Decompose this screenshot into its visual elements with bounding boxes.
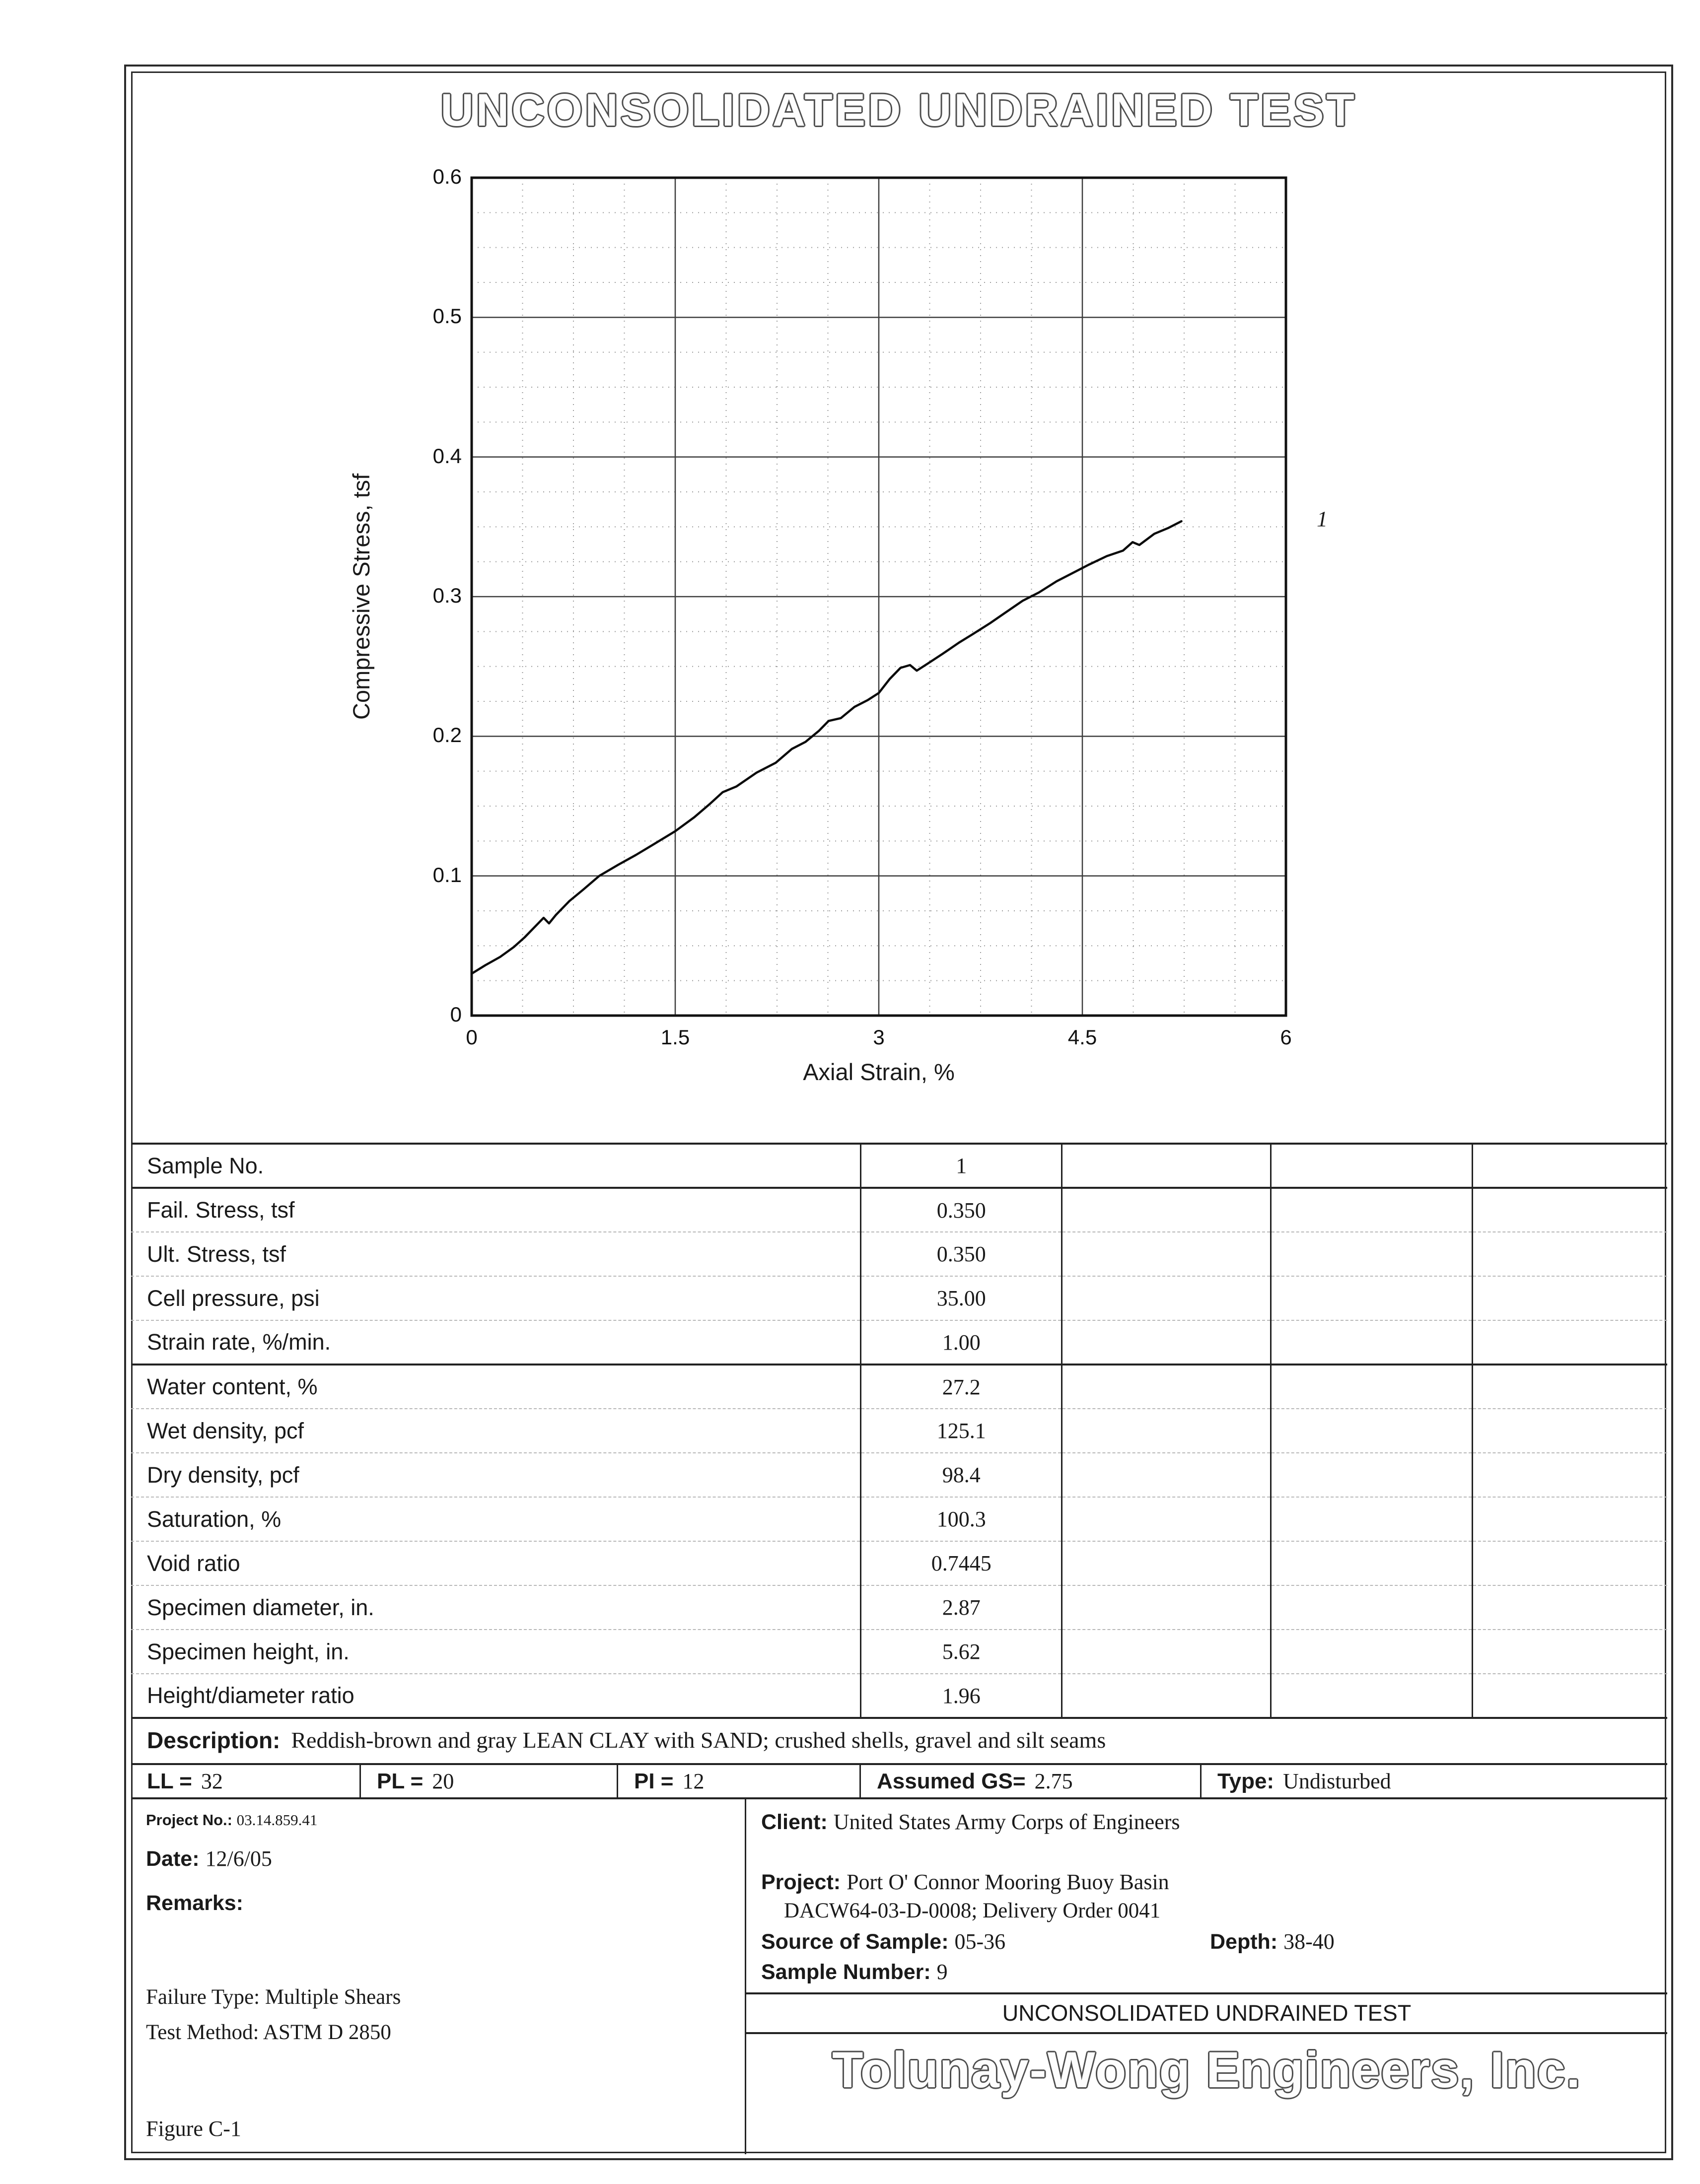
cell-value: 0.350 [861,1232,1062,1276]
footer [131,1799,1667,2154]
chart-plot [472,178,1286,1016]
cell-value: 100.3 [861,1497,1062,1541]
cell-value [1472,1497,1667,1541]
row-label: Dry density, pcf [131,1453,861,1497]
project-number-value: 03.14.859.41 [236,1811,318,1829]
cell-value [1472,1144,1667,1188]
table-row [131,1541,1667,1585]
y-tick-label: 0.6 [432,165,462,188]
cell-value [1271,1144,1472,1188]
cell-value [1062,1320,1271,1365]
assumed-gs-cell [861,1765,1202,1797]
cell-value [1062,1144,1271,1188]
results-table [131,1143,1667,1719]
description-row [131,1717,1667,1765]
x-tick-label: 0 [466,1025,478,1049]
cell-value [1472,1453,1667,1497]
cell-value [1271,1188,1472,1232]
source-value: 05-36 [954,1929,1006,1954]
cell-value [1271,1585,1472,1630]
test-name-heading: UNCONSOLIDATED UNDRAINED TEST [746,1992,1667,2034]
plastic-limit-cell [361,1765,618,1797]
table-row [131,1630,1667,1674]
type-label: Type: [1217,1769,1275,1793]
project-label: Project: [761,1870,841,1894]
table-row [131,1365,1667,1409]
client-line [761,1809,1652,1835]
cell-value [1472,1365,1667,1409]
cell-value [1472,1674,1667,1718]
ll-label: LL = [147,1769,192,1793]
row-label: Wet density, pcf [131,1409,861,1453]
sample-number-label: Sample Number: [761,1960,931,1984]
date-line [146,1846,730,1871]
cell-value [1472,1585,1667,1630]
pi-label: PI = [634,1769,674,1793]
date-value: 12/6/05 [205,1846,272,1871]
plasticity-index-cell [618,1765,861,1797]
cell-value [1472,1630,1667,1674]
x-tick-label: 6 [1280,1025,1292,1049]
cell-value: 0.350 [861,1188,1062,1232]
sample-type-cell [1202,1765,1667,1797]
source-depth-line [761,1929,1652,1954]
depth-label: Depth: [1210,1930,1278,1954]
cell-value: 1 [861,1144,1062,1188]
client-label: Client: [761,1810,828,1834]
cell-value [1062,1409,1271,1453]
cell-value [1271,1630,1472,1674]
row-label: Specimen diameter, in. [131,1585,861,1630]
company-logo-text: Tolunay-Wong Engineers, Inc. [832,2042,1581,2098]
cell-value [1271,1497,1472,1541]
cell-value [1062,1541,1271,1585]
cell-value [1472,1188,1667,1232]
liquid-limit-cell [131,1765,361,1797]
cell-value [1062,1365,1271,1409]
cell-value: 98.4 [861,1453,1062,1497]
pi-value: 12 [682,1769,705,1793]
cell-value [1271,1276,1472,1320]
gs-label: Assumed GS= [877,1769,1026,1793]
row-label: Specimen height, in. [131,1630,861,1674]
sample-number-value: 9 [936,1960,948,1984]
y-tick-label: 0.5 [432,304,462,328]
cell-value [1472,1276,1667,1320]
row-label: Strain rate, %/min. [131,1320,861,1365]
table-row [131,1497,1667,1541]
cell-value: 1.00 [861,1320,1062,1365]
y-axis-label: Compressive Stress, tsf [348,473,374,720]
description-label: Description: [147,1727,281,1753]
table-row [131,1276,1667,1320]
stress-strain-chart [432,165,1292,1049]
table-row [131,1144,1667,1188]
cell-value: 5.62 [861,1630,1062,1674]
cell-value [1271,1320,1472,1365]
row-label: Void ratio [131,1541,861,1585]
cell-value: 1.96 [861,1674,1062,1718]
depth-value: 38-40 [1283,1929,1335,1954]
cell-value [1472,1232,1667,1276]
test-method-line: Test Method: ASTM D 2850 [146,2021,391,2044]
ll-value: 32 [201,1769,223,1793]
row-label: Water content, % [131,1365,861,1409]
figure-label: Figure C-1 [146,2116,241,2141]
cell-value: 27.2 [861,1365,1062,1409]
row-label: Height/diameter ratio [131,1674,861,1718]
table-row [131,1453,1667,1497]
table-row [131,1409,1667,1453]
footer-left-panel [131,1799,745,2154]
x-tick-label: 4.5 [1067,1025,1097,1049]
cell-value [1062,1630,1271,1674]
cell-value [1062,1453,1271,1497]
project-number-line [146,1811,730,1829]
row-label: Fail. Stress, tsf [131,1188,861,1232]
x-axis-label: Axial Strain, % [803,1059,955,1085]
table-row [131,1320,1667,1365]
row-label: Saturation, % [131,1497,861,1541]
table-row [131,1188,1667,1232]
table-row [131,1232,1667,1276]
cell-value [1271,1453,1472,1497]
client-value: United States Army Corps of Engineers [833,1810,1180,1834]
y-tick-label: 0.3 [432,584,462,607]
cell-value [1062,1232,1271,1276]
cell-value [1062,1188,1271,1232]
cell-value: 0.7445 [861,1541,1062,1585]
description-text: Reddish-brown and gray LEAN CLAY with SAND; crushed shells, gravel and silt seams [291,1727,1106,1753]
cell-value [1062,1674,1271,1718]
failure-type-line: Failure Type: Multiple Shears [146,1985,401,2009]
cell-value [1271,1409,1472,1453]
pl-label: PL = [377,1769,424,1793]
y-tick-label: 0.1 [432,863,462,887]
row-label: Ult. Stress, tsf [131,1232,861,1276]
footer-right-panel [745,1799,1667,2154]
cell-value: 2.87 [861,1585,1062,1630]
pl-value: 20 [432,1769,454,1793]
x-tick-label: 1.5 [660,1025,690,1049]
depth [1210,1929,1335,1954]
atterberg-row [131,1765,1667,1799]
cell-value [1271,1365,1472,1409]
project-number-label: Project No.: [146,1811,232,1829]
row-label: Sample No. [131,1144,861,1188]
table-row [131,1585,1667,1630]
table-row [131,1674,1667,1718]
project-line [761,1869,1652,1895]
cell-value [1472,1320,1667,1365]
cell-value [1472,1541,1667,1585]
cell-value: 35.00 [861,1276,1062,1320]
date-label: Date: [146,1847,200,1871]
project-value: Port O' Connor Mooring Buoy Basin [847,1870,1169,1894]
row-label: Cell pressure, psi [131,1276,861,1320]
remarks-label: Remarks: [146,1891,243,1915]
gs-value: 2.75 [1034,1769,1073,1793]
y-tick-label: 0.2 [432,723,462,747]
cell-value [1271,1674,1472,1718]
cell-value: 125.1 [861,1409,1062,1453]
cell-value [1472,1409,1667,1453]
y-tick-label: 0.4 [432,444,462,468]
series-label: 1 [1317,507,1328,531]
type-value: Undisturbed [1283,1769,1391,1793]
cell-value [1271,1232,1472,1276]
page-title: UNCONSOLIDATED UNDRAINED TEST [440,85,1357,136]
cell-value [1062,1276,1271,1320]
x-tick-label: 3 [873,1025,885,1049]
contract-line: DACW64-03-D-0008; Delivery Order 0041 [784,1899,1161,1922]
source-of-sample [761,1930,1005,1954]
sample-number-line [761,1959,1652,1984]
cell-value [1062,1497,1271,1541]
y-tick-label: 0 [450,1003,462,1026]
cell-value [1062,1585,1271,1630]
source-label: Source of Sample: [761,1930,949,1954]
cell-value [1271,1541,1472,1585]
